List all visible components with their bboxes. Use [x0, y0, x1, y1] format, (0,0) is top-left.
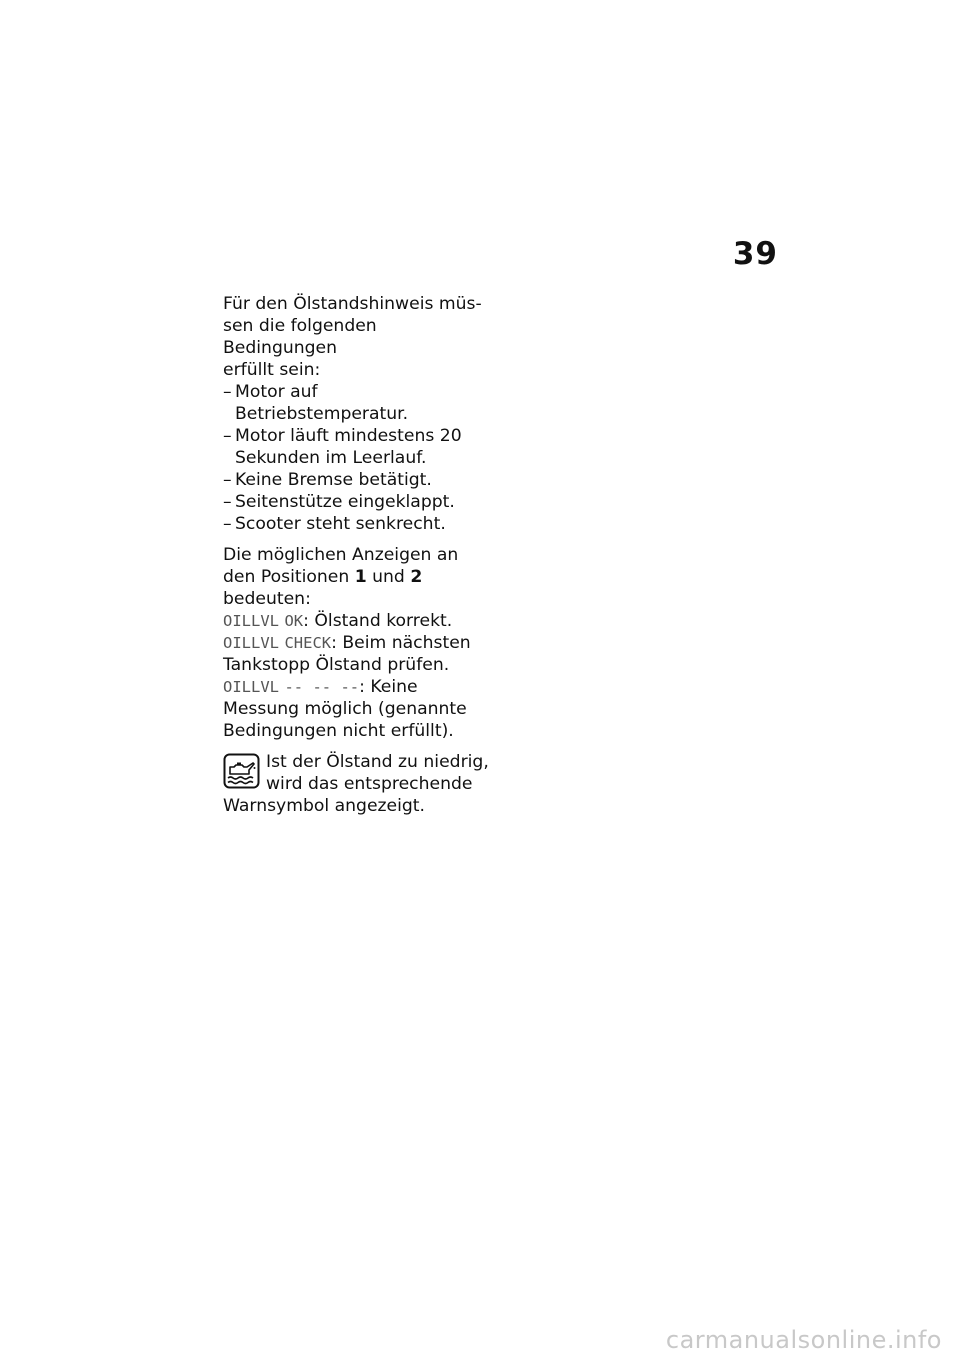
condition-item: – Seitenstütze eingeklappt. [223, 491, 495, 513]
page-number: 39 [732, 236, 778, 272]
position-2-ref: 2 [410, 567, 423, 587]
intro-line-2: sen die folgenden Bedingungen [223, 316, 377, 358]
display-code-3: OILLVL [223, 678, 279, 696]
intro-line-1: Für den Ölstandshinweis müs- [223, 294, 482, 314]
display-desc-3: : Keine Messung möglich (genannte Bedingungen nicht erfüllt). [223, 677, 467, 741]
display-code-1: OILLVL [223, 612, 279, 630]
condition-item: – Scooter steht senkrecht. [223, 513, 495, 535]
displays-intro: Die möglichen Anzeigen an den Positionen [223, 545, 459, 587]
displays-und: und [372, 567, 405, 587]
display-desc-1: : Ölstand korrekt. [303, 611, 453, 631]
position-1-ref: 1 [354, 567, 367, 587]
display-value-dashes: -- -- -- [284, 678, 360, 696]
watermark-text: carmanualsonline.info [665, 1326, 942, 1354]
condition-item: – Keine Bremse betätigt. [223, 469, 495, 491]
intro-line-3: erfüllt sein: [223, 360, 321, 380]
intro-paragraph [223, 293, 495, 381]
condition-item: – Motor läuft mindestens 20 Sekunden im Leerlauf. [223, 425, 495, 469]
displays-intro-end: bedeuten: [223, 589, 311, 609]
oil-warning-note [223, 751, 495, 817]
displays-paragraph [223, 544, 495, 742]
oil-level-warning-icon [223, 753, 260, 789]
conditions-list [223, 381, 495, 535]
condition-item: – Motor auf Betriebstemperatur. [223, 381, 495, 425]
main-content [223, 293, 495, 817]
display-value-check: CHECK [284, 634, 332, 652]
display-code-2: OILLVL [223, 634, 279, 652]
oil-warning-text: Ist der Ölstand zu niedrig, wird das entsprechende Warnsymbol angezeigt. [223, 752, 489, 816]
display-value-ok: OK [284, 612, 304, 630]
display-desc-2: : Beim nächsten Tankstopp Ölstand prüfen. [223, 633, 471, 675]
